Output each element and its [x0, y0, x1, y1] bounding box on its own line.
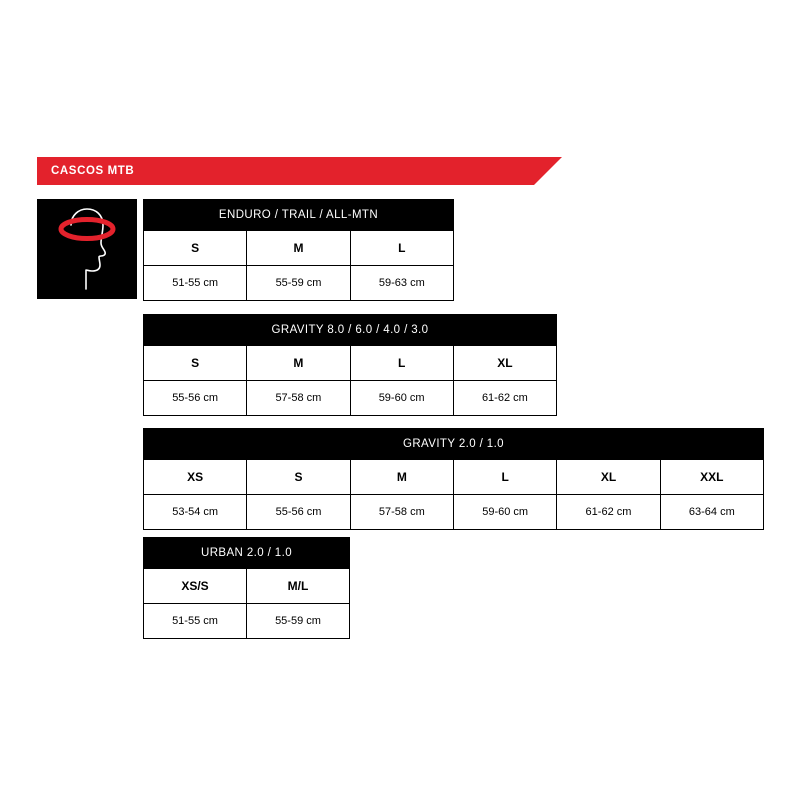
- size-header-cell: M: [247, 231, 350, 266]
- size-header-cell: XL: [557, 460, 660, 495]
- table-header-row: [144, 569, 350, 604]
- table-header-row: [144, 231, 454, 266]
- size-header-cell: XXL: [660, 460, 763, 495]
- measurement-cell: 59-60 cm: [453, 495, 556, 530]
- header-banner: [37, 157, 562, 185]
- table-title: ENDURO / TRAIL / ALL-MTN: [144, 200, 454, 231]
- helmet-head-icon: [37, 199, 137, 299]
- size-table-gravity-2: [143, 428, 764, 530]
- table-title-row: [144, 200, 454, 231]
- table-header-row: [144, 460, 764, 495]
- table-title: URBAN 2.0 / 1.0: [144, 538, 350, 569]
- measurement-cell: 55-59 cm: [247, 604, 350, 639]
- measurement-cell: 57-58 cm: [247, 381, 350, 416]
- size-header-cell: L: [350, 346, 453, 381]
- table-title-row: [144, 429, 764, 460]
- measurement-cell: 55-59 cm: [247, 266, 350, 301]
- size-header-cell: S: [144, 231, 247, 266]
- measurement-cell: 63-64 cm: [660, 495, 763, 530]
- table-value-row: [144, 381, 557, 416]
- table-value-row: [144, 604, 350, 639]
- size-header-cell: M: [350, 460, 453, 495]
- size-header-cell: S: [247, 460, 350, 495]
- page-title: CASCOS MTB: [51, 165, 135, 177]
- size-header-cell: XL: [453, 346, 556, 381]
- size-header-cell: XS: [144, 460, 247, 495]
- table-title-row: [144, 538, 350, 569]
- table-value-row: [144, 495, 764, 530]
- measurement-cell: 55-56 cm: [247, 495, 350, 530]
- size-header-cell: S: [144, 346, 247, 381]
- table-title: GRAVITY 2.0 / 1.0: [144, 429, 764, 460]
- table-header-row: [144, 346, 557, 381]
- measurement-cell: 51-55 cm: [144, 266, 247, 301]
- measurement-cell: 57-58 cm: [350, 495, 453, 530]
- size-header-cell: M/L: [247, 569, 350, 604]
- size-header-cell: L: [350, 231, 453, 266]
- measurement-cell: 55-56 cm: [144, 381, 247, 416]
- table-title: GRAVITY 8.0 / 6.0 / 4.0 / 3.0: [144, 315, 557, 346]
- measurement-cell: 51-55 cm: [144, 604, 247, 639]
- size-table-urban: [143, 537, 350, 639]
- table-value-row: [144, 266, 454, 301]
- measurement-cell: 61-62 cm: [453, 381, 556, 416]
- size-table-enduro: [143, 199, 454, 301]
- measurement-cell: 59-63 cm: [350, 266, 453, 301]
- measurement-cell: 61-62 cm: [557, 495, 660, 530]
- measurement-cell: 53-54 cm: [144, 495, 247, 530]
- helmet-head-icon-graphic: [37, 199, 137, 299]
- table-title-row: [144, 315, 557, 346]
- size-header-cell: L: [453, 460, 556, 495]
- measurement-cell: 59-60 cm: [350, 381, 453, 416]
- size-header-cell: XS/S: [144, 569, 247, 604]
- size-table-gravity-8: [143, 314, 557, 416]
- size-header-cell: M: [247, 346, 350, 381]
